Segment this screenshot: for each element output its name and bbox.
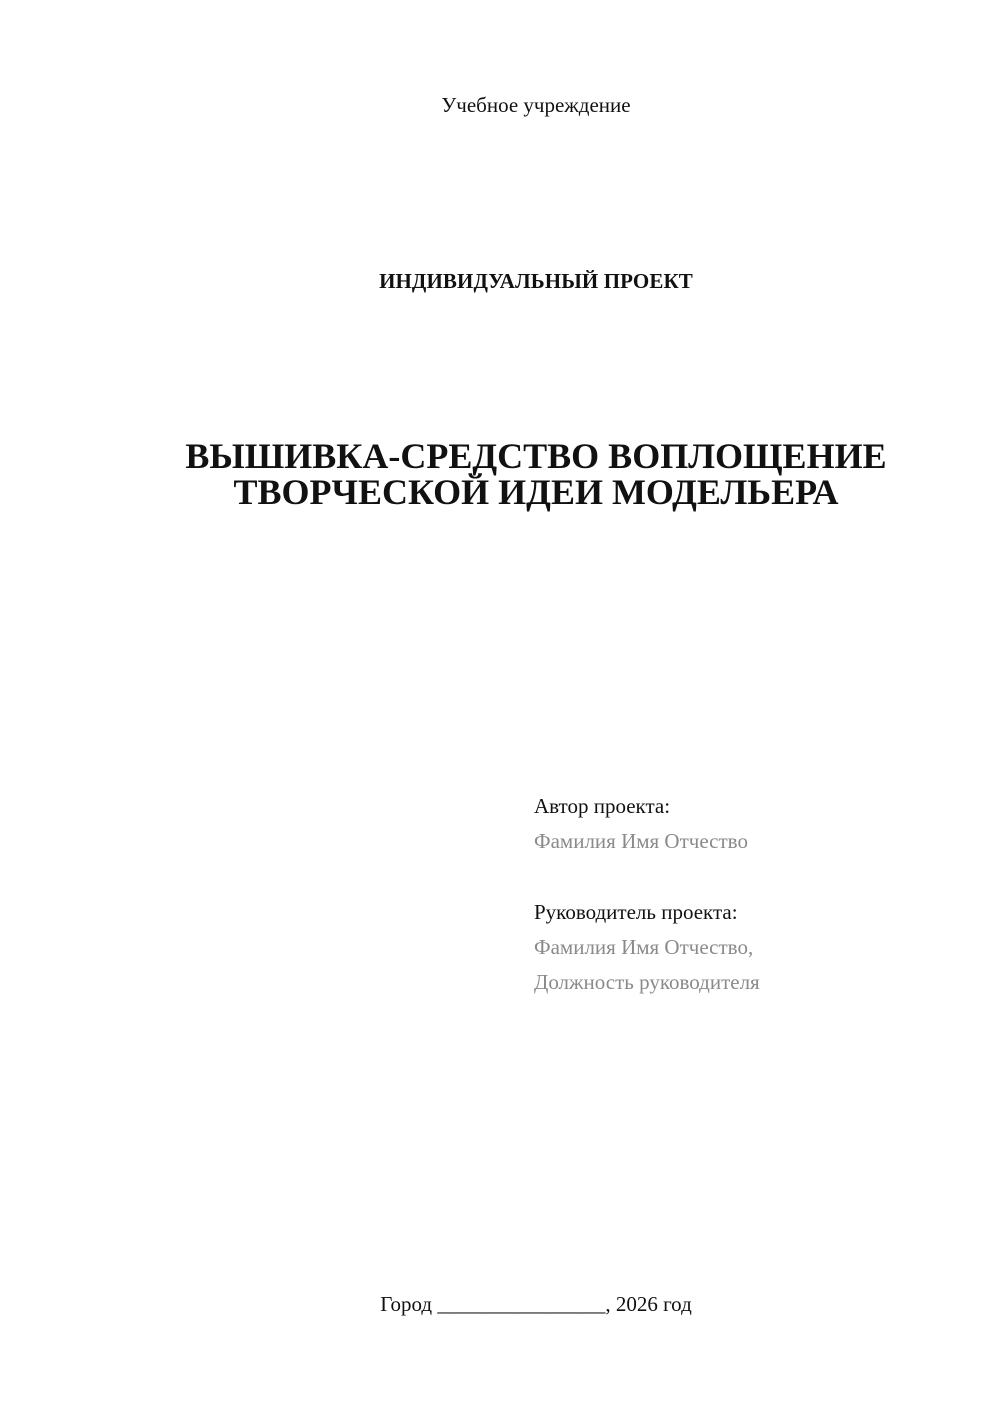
project-info-block [534, 789, 954, 1000]
project-title-line-2: ТВОРЧЕСКОЙ ИДЕИ МОДЕЛЬЕРА [233, 472, 839, 512]
supervisor-name: Фамилия Имя Отчество, [534, 935, 754, 959]
project-title [0, 438, 1000, 510]
city-year-line: Город ________________, 2026 год [380, 1292, 692, 1316]
author-name: Фамилия Имя Отчество [534, 829, 748, 853]
author-label: Автор проекта: [534, 794, 671, 818]
document-type: ИНДИВИДУАЛЬНЫЙ ПРОЕКТ [379, 269, 693, 293]
institution-name: Учебное учреждение [441, 93, 631, 117]
supervisor-position: Должность руководителя [534, 970, 760, 994]
supervisor-label: Руководитель проекта: [534, 900, 738, 924]
info-spacer [534, 859, 954, 895]
project-title-line-1: ВЫШИВКА-СРЕДСТВО ВОПЛОЩЕНИЕ [185, 436, 887, 476]
